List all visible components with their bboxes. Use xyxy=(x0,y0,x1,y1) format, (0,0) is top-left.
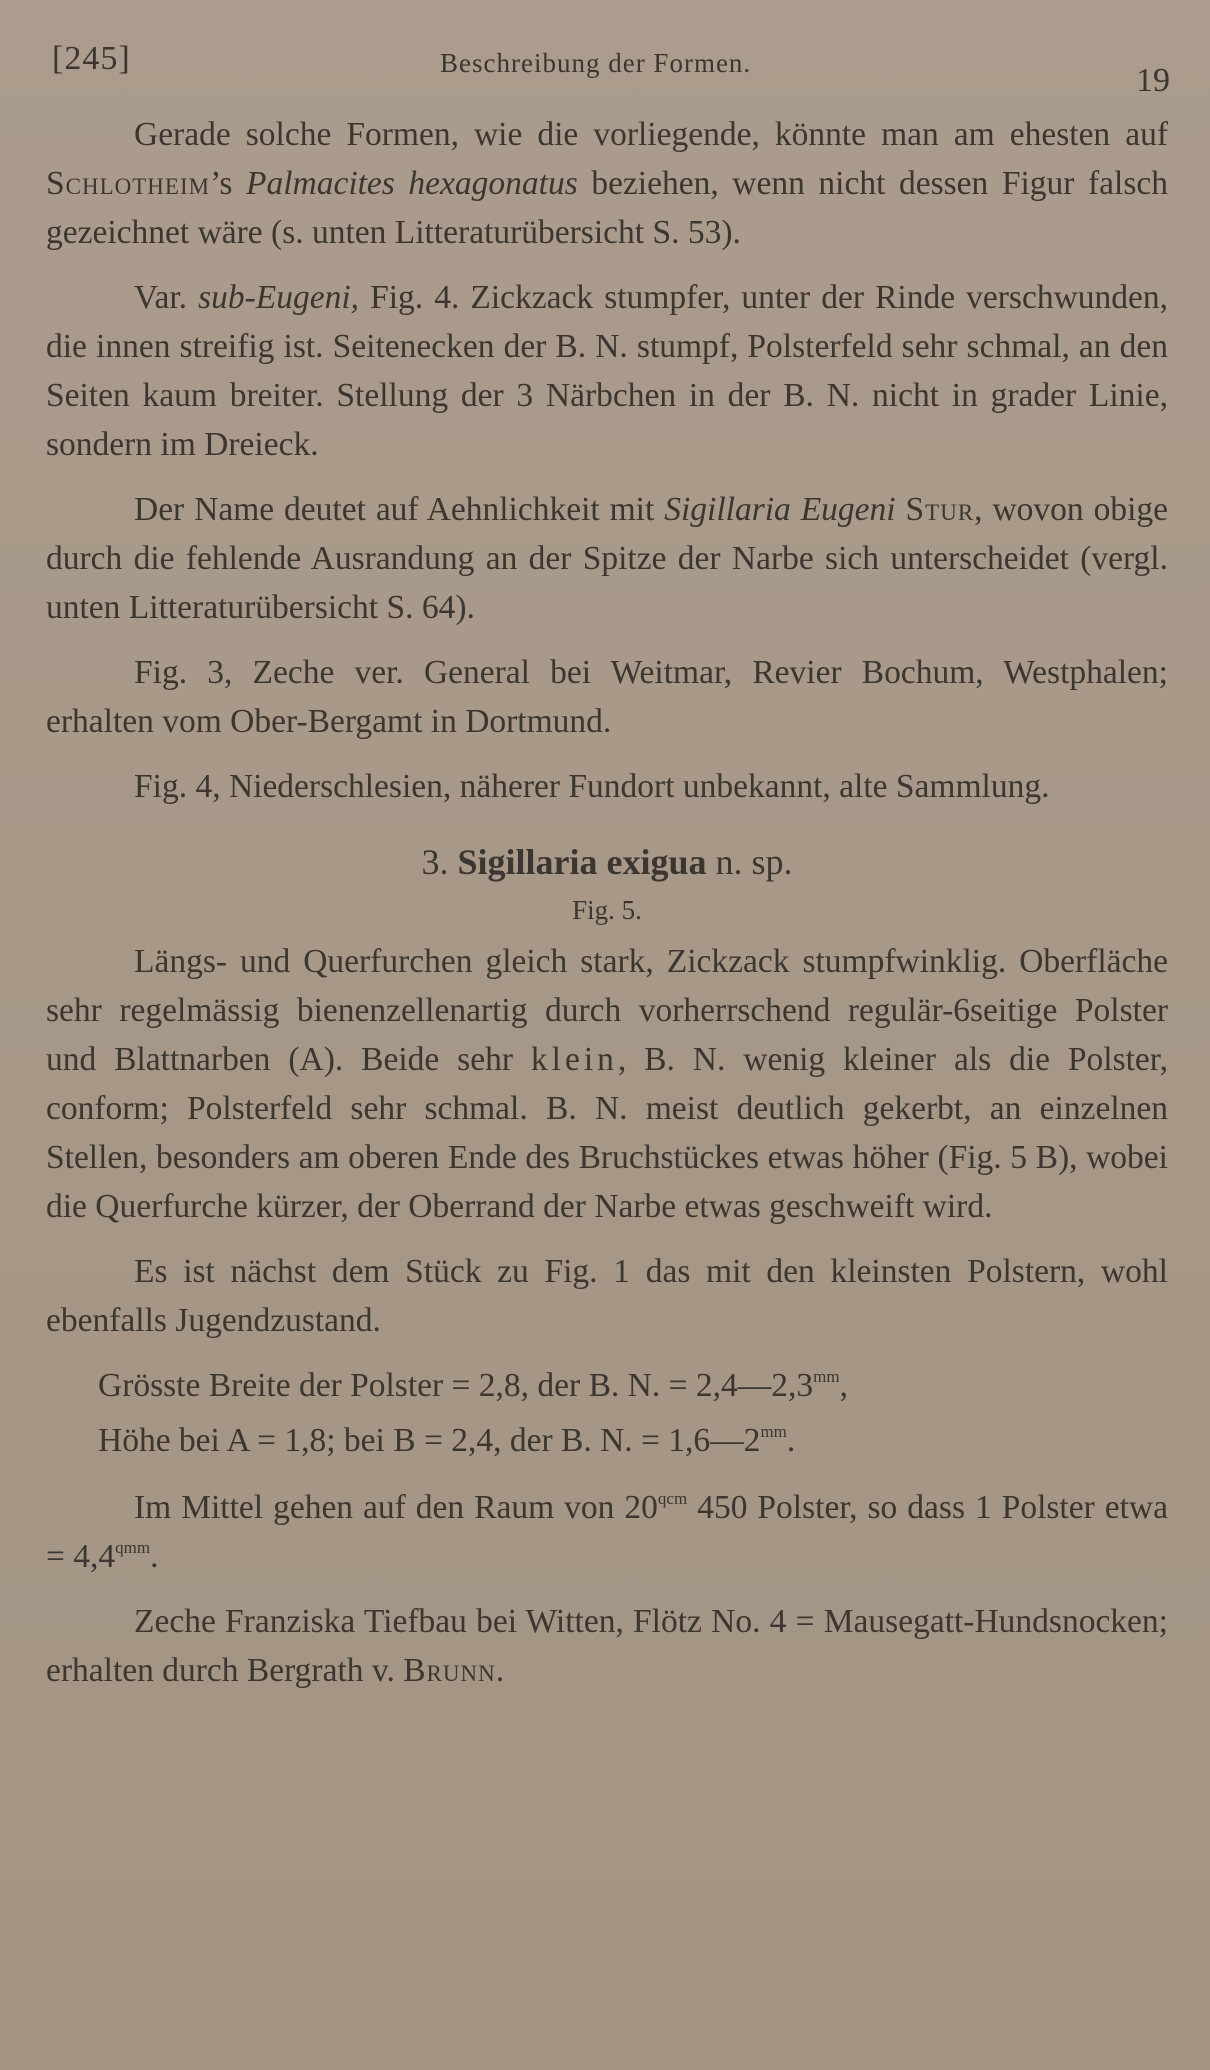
section-species-name: Sigillaria exigua xyxy=(457,842,707,882)
taxon-name: Palmacites hexagonatus xyxy=(245,165,578,202)
taxon-name: Sigillaria Eugeni xyxy=(664,491,896,528)
unit-superscript: mm xyxy=(760,1422,787,1441)
spaced-emphasis: klein xyxy=(530,1041,618,1078)
paragraph-locality: Zeche Franziska Tiefbau bei Witten, Flötz No. 4 = Mausegatt-Hundsnocken; erhalten durch Bergrath v. Brunn. xyxy=(46,1603,1168,1689)
paragraph-fig4-locality: Fig. 4, Niederschlesien, näherer Fundort unbekannt, alte Sammlung. xyxy=(134,768,1050,805)
unit-superscript: qcm xyxy=(657,1489,688,1508)
running-title: Beschreibung der Formen. xyxy=(440,48,752,78)
paragraph-density: Im Mittel gehen auf den Raum von $20^{qcm}$ 450 Polster, so dass 1 Polster etwa = $4,4^{qmm}$. xyxy=(46,1489,1168,1575)
page-number: 19 xyxy=(1136,62,1170,99)
section-heading xyxy=(46,837,1168,887)
section-number: 3. xyxy=(421,842,449,882)
measurement-width: Grösste Breite der Polster = 2,8, der B. N. = $2,4—2,3^{mm}$, xyxy=(98,1367,848,1404)
paragraph-variety: Var. sub-Eugeni, Fig. 4. Zickzack stumpfer, unter der Rinde verschwunden, die innen streifig ist. Seitenecken der B. N. stumpf, Polsterfeld sehr schmal, an den Seiten kaum breiter. Stellung der 3 Närbchen in der B. N. nicht in grader Linie, sondern im Dreieck. xyxy=(46,279,1169,463)
page-header xyxy=(52,40,1170,100)
paragraph-fig3-locality: Fig. 3, Zeche ver. General bei Weitmar, Revier Bochum, Westphalen; erhalten vom Ober-Bergamt in Dortmund. xyxy=(46,654,1168,740)
page-body xyxy=(46,110,1168,1711)
paragraph-name-note: Der Name deutet auf Aehnlichkeit mit Sigillaria Eugeni Stur, wovon obige durch die fehlende Ausrandung an der Spitze der Narbe sich unterscheidet (vergl. unten Litteraturübersicht S. 64). xyxy=(46,491,1169,626)
unit-superscript: qmm xyxy=(115,1538,151,1557)
author-name: Brunn xyxy=(403,1652,496,1689)
paragraph-comparison: Es ist nächst dem Stück zu Fig. 1 das mit den kleinsten Polstern, wohl ebenfalls Jugendzustand. xyxy=(46,1253,1168,1339)
page-reference: [245] xyxy=(52,40,131,77)
section-suffix: n. sp. xyxy=(715,842,793,882)
paragraph-palmacites: Gerade solche Formen, wie die vorliegende, könnte man am ehesten auf Schlotheim’s Palmacites hexagonatus beziehen, wenn nicht dessen Figur falsch gezeichnet wäre (s. unten Litteraturübersicht S. 53). xyxy=(46,116,1168,251)
paragraph-description: Längs- und Querfurchen gleich stark, Zickzack stumpfwinklig. Oberfläche sehr regelmässig bienenzellenartig durch vorherrschend regulär-6seitige Polster und Blattnarben (A). Beide sehr klein, B. N. wenig kleiner als die Polster, conform; Polsterfeld sehr schmal. B. N. meist deutlich gekerbt, an einzelnen Stellen, besonders am oberen Ende des Bruchstückes etwas höher (Fig. 5 B), wobei die Querfurche kürzer, der Oberrand der Narbe etwas geschweift wird. xyxy=(46,943,1168,1225)
author-name: Schlotheim xyxy=(46,165,211,202)
variety-name: sub-Eugeni, xyxy=(198,279,360,316)
author-name: Stur xyxy=(905,491,975,528)
measurement-height: Höhe bei A = 1,8; bei B = 2,4, der B. N. = $1,6—2^{mm}$. xyxy=(98,1422,796,1459)
unit-superscript: mm xyxy=(813,1367,840,1386)
section-figure-ref: Fig. 5. xyxy=(572,895,642,925)
